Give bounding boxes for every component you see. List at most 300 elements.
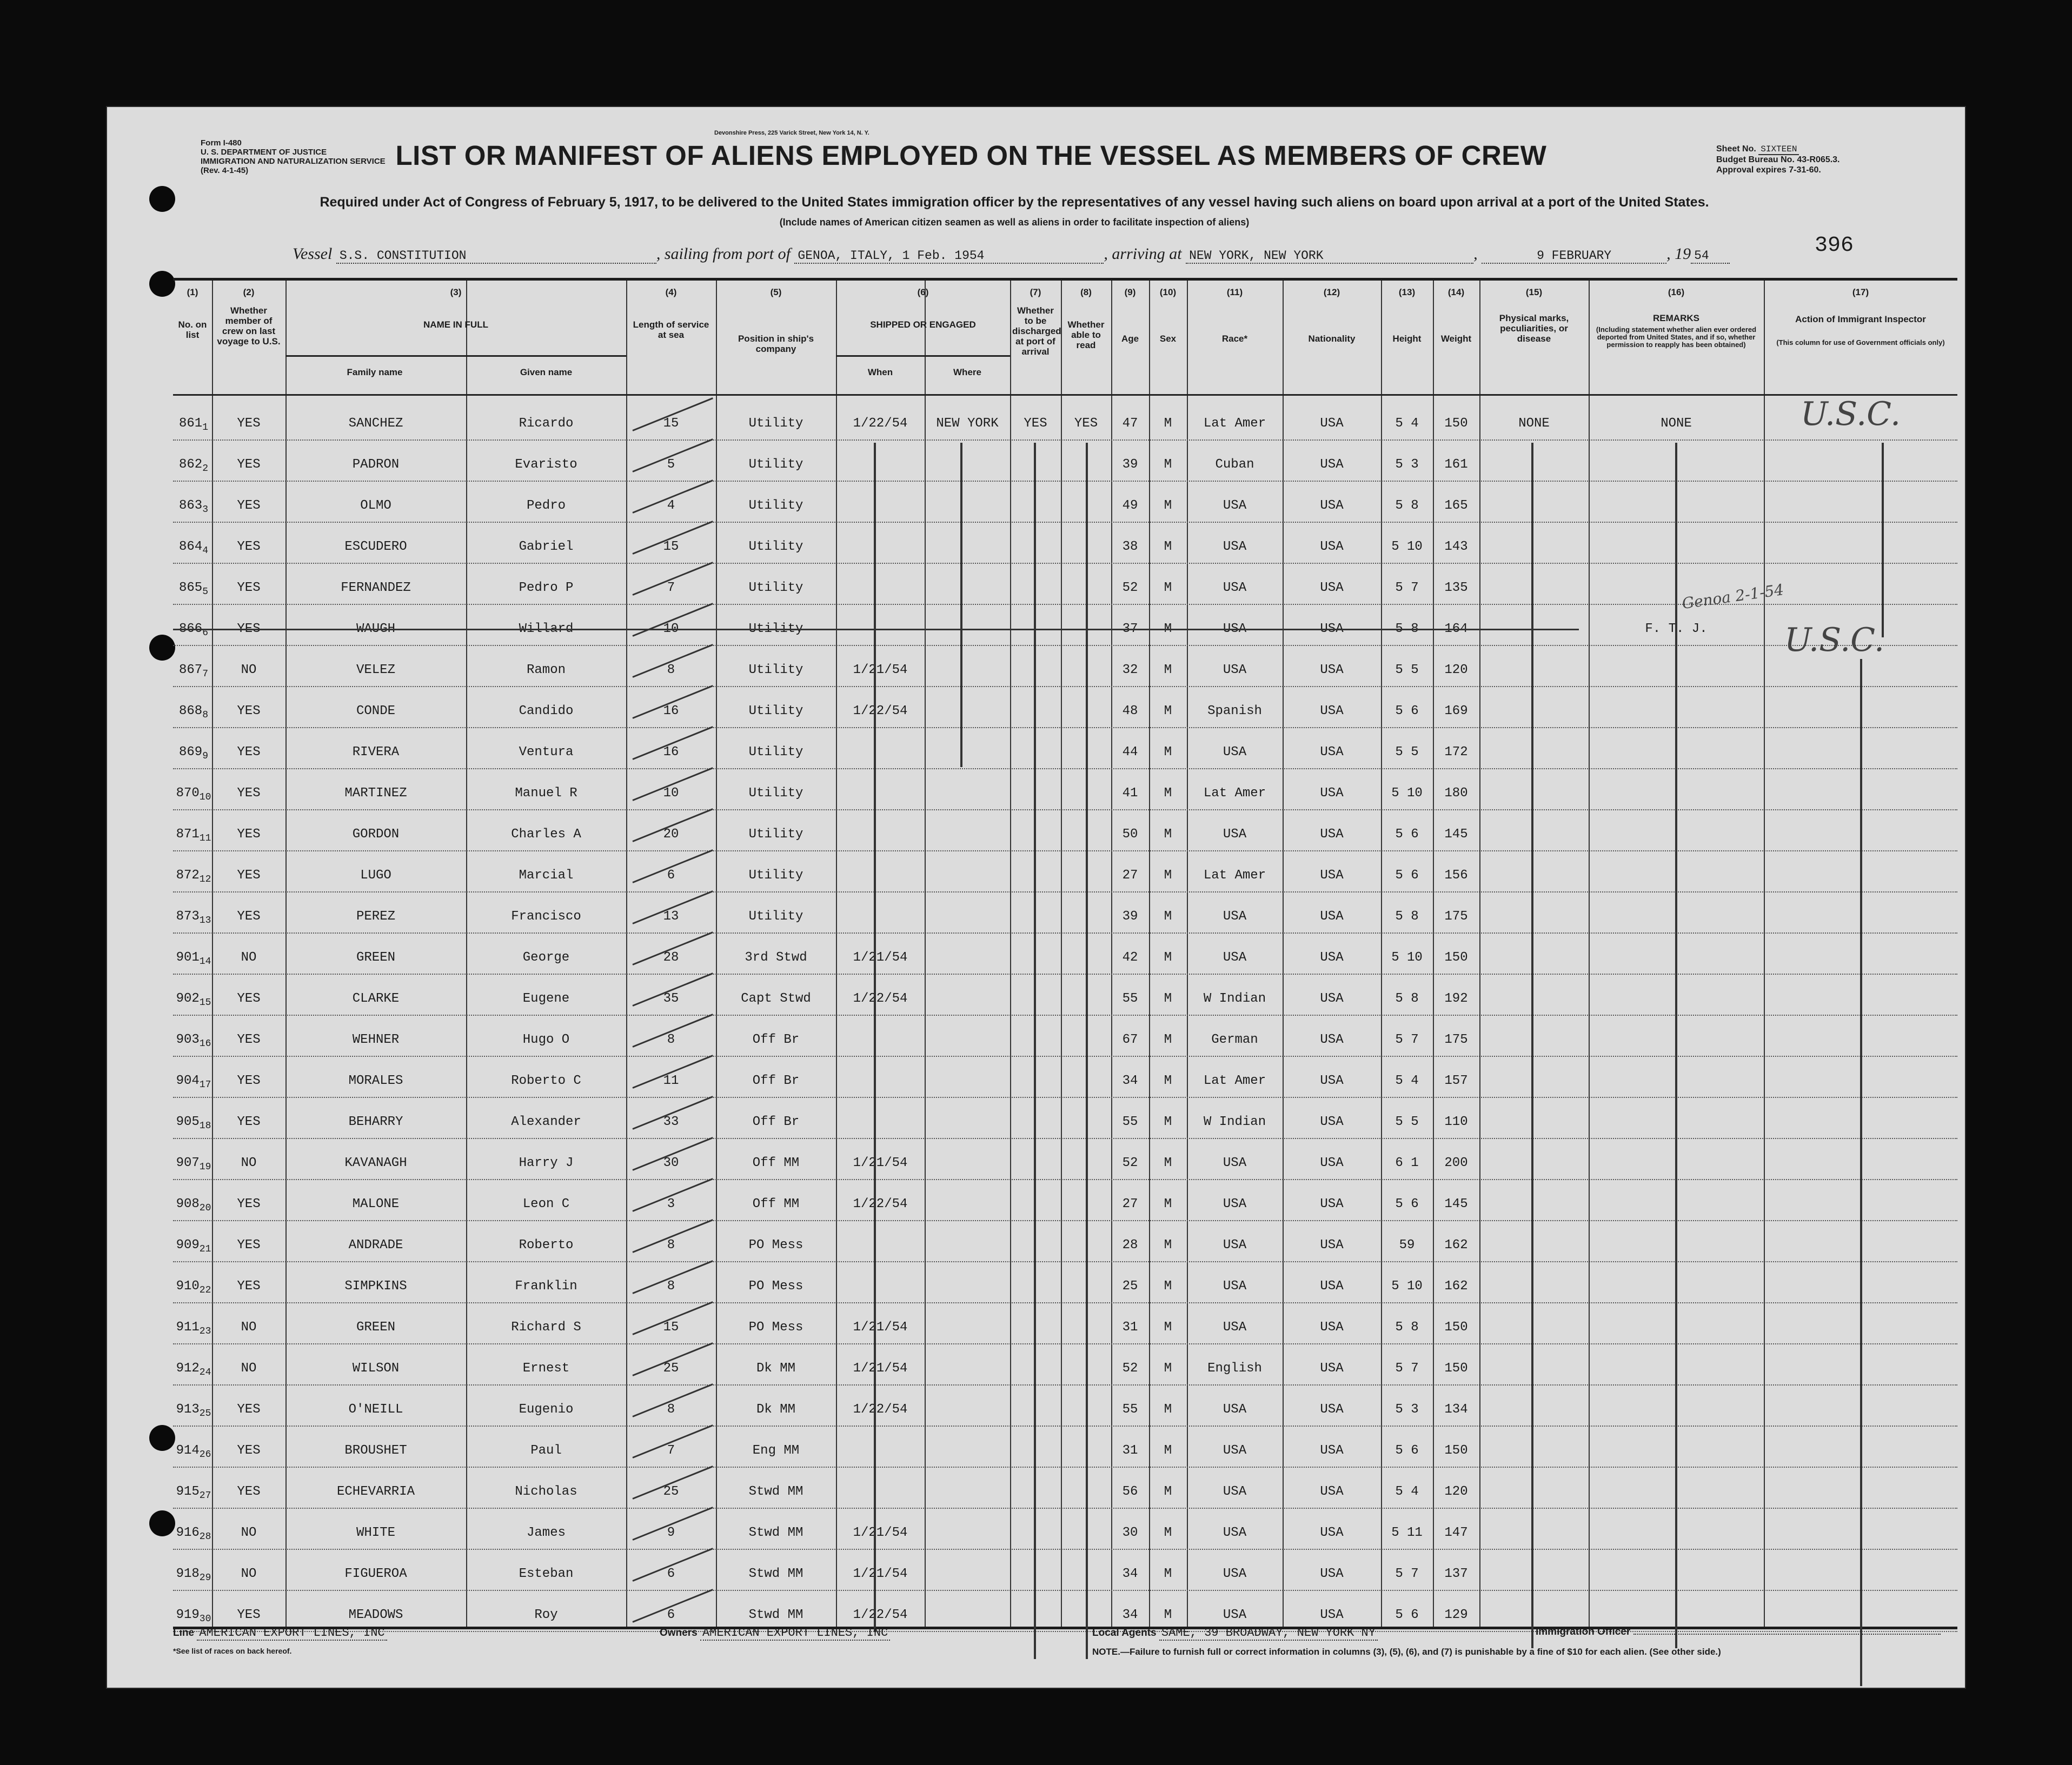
cell-height: 5 8 (1395, 622, 1419, 636)
list-number: 916 (176, 1526, 200, 1540)
col-head-marks: Physical marks, peculiarities, or disease (1499, 313, 1569, 344)
cell-service: 33 (663, 1115, 679, 1129)
cell-read: YES (1074, 416, 1098, 431)
cell-age: 52 (1122, 581, 1138, 595)
col-head-position: Position in ship's company (738, 334, 814, 354)
punch-hole (149, 1510, 175, 1536)
line-number: 27 (199, 1490, 211, 1501)
cell-sex: M (1164, 868, 1172, 883)
row-number (175, 786, 212, 803)
cell-sex: M (1164, 745, 1172, 760)
cell-weight: 150 (1444, 1361, 1468, 1376)
col-head-read: Whether able to read (1067, 319, 1105, 350)
table-row (173, 1056, 1957, 1098)
col-head-action: Action of Immigrant Inspector (1795, 314, 1926, 324)
cell-height: 5 5 (1395, 745, 1419, 760)
cell-prior: YES (237, 1238, 261, 1253)
cell-position: Stwd MM (748, 1484, 803, 1499)
list-number: 908 (176, 1197, 200, 1211)
service: IMMIGRATION AND NATURALIZATION SERVICE (201, 157, 386, 166)
cell-weight: 150 (1444, 416, 1468, 431)
cell-race: Lat Amer (1203, 1074, 1266, 1088)
cell-nat: USA (1320, 663, 1344, 677)
cell-family: MEADOWS (348, 1608, 403, 1622)
cell-nat: USA (1320, 1156, 1344, 1170)
col-head-name: NAME IN FULL (423, 319, 488, 330)
cell-race: USA (1223, 950, 1247, 965)
row-number (175, 1443, 212, 1460)
punch-hole (149, 1425, 175, 1451)
cell-sex: M (1164, 457, 1172, 472)
row-number (175, 1033, 212, 1049)
cell-race: USA (1223, 1526, 1247, 1540)
cell-position: PO Mess (748, 1320, 803, 1335)
cell-weight: 150 (1444, 1443, 1468, 1458)
cell-prior: YES (237, 1279, 261, 1294)
cell-height: 5 10 (1391, 950, 1423, 965)
cell-given: Esteban (519, 1567, 574, 1581)
list-number: 868 (178, 704, 203, 718)
cell-age: 27 (1122, 1197, 1138, 1211)
row-number (175, 1526, 212, 1542)
cell-position: Stwd MM (748, 1526, 803, 1540)
cell-prior: YES (237, 457, 261, 472)
table-row (173, 1384, 1957, 1427)
cell-position: Capt Stwd (741, 991, 811, 1006)
line-number: 11 (199, 833, 211, 844)
cell-given: Franklin (515, 1279, 577, 1294)
cell-position: Utility (748, 786, 803, 801)
list-number: 907 (176, 1156, 200, 1170)
line-number: 3 (202, 504, 209, 515)
form-number: Form I-480 (201, 138, 242, 148)
cell-race: USA (1223, 1156, 1247, 1170)
cell-position: Off MM (752, 1197, 800, 1211)
cell-weight: 110 (1444, 1115, 1468, 1129)
cell-height: 59 (1399, 1238, 1415, 1253)
list-number: 901 (176, 950, 200, 965)
cell-prior: YES (237, 1484, 261, 1499)
cell-sex: M (1164, 1567, 1172, 1581)
col-head-where: Where (953, 367, 981, 377)
cell-given: Roberto C (511, 1074, 581, 1088)
cell-weight: 129 (1444, 1608, 1468, 1622)
table-row (173, 645, 1957, 687)
arrival-date: 9 FEBRUARY (1482, 249, 1666, 264)
cell-height: 5 10 (1391, 1279, 1423, 1294)
cell-prior: YES (237, 1443, 261, 1458)
cell-position: Utility (748, 663, 803, 677)
crew-table (173, 278, 1957, 1629)
col-num-7: (7) (1030, 287, 1041, 297)
cell-position: Eng MM (752, 1443, 800, 1458)
cell-sex: M (1164, 1197, 1172, 1211)
table-row (173, 522, 1957, 564)
ditto-line (1034, 443, 1036, 1659)
cell-nat: USA (1320, 1074, 1344, 1088)
ditto-line (1086, 443, 1088, 1659)
line-number: 5 (202, 587, 209, 597)
cell-height: 5 7 (1395, 1361, 1419, 1376)
list-number: 872 (176, 868, 200, 883)
cell-race: USA (1223, 827, 1247, 842)
cell-weight: 175 (1444, 909, 1468, 924)
year-value: 54 (1691, 249, 1730, 264)
line-label: Line (173, 1627, 195, 1639)
cell-nat: USA (1320, 950, 1344, 965)
cell-age: 50 (1122, 827, 1138, 842)
cell-service: 7 (667, 581, 675, 595)
cell-prior: NO (241, 1320, 257, 1335)
table-row (173, 809, 1957, 851)
cell-family: GREEN (356, 950, 395, 965)
list-number: 914 (176, 1443, 200, 1458)
cell-when: 1/22/54 (853, 1402, 908, 1417)
cell-nat: USA (1320, 498, 1344, 513)
cell-given: Richard S (511, 1320, 581, 1335)
officer-signature (1633, 1634, 1941, 1635)
table-row (173, 1261, 1957, 1303)
line-number: 6 (202, 628, 209, 638)
col-head-sex: Sex (1159, 334, 1177, 344)
cell-prior: NO (241, 1567, 257, 1581)
cell-family: O'NEILL (348, 1402, 403, 1417)
cell-weight: 135 (1444, 581, 1468, 595)
cell-age: 52 (1122, 1156, 1138, 1170)
cell-family: WEHNER (352, 1033, 400, 1047)
cell-remarks: NONE (1661, 416, 1692, 431)
cell-weight: 145 (1444, 827, 1468, 842)
cell-service: 35 (663, 991, 679, 1006)
cell-prior: YES (237, 581, 261, 595)
cell-weight: 150 (1444, 950, 1468, 965)
col-num-14: (14) (1447, 287, 1465, 297)
cell-family: MARTINEZ (344, 786, 407, 801)
cell-nat: USA (1320, 1361, 1344, 1376)
list-number: 913 (176, 1402, 200, 1417)
list-number: 910 (176, 1279, 200, 1294)
department: U. S. DEPARTMENT OF JUSTICE (201, 148, 327, 157)
cell-height: 5 3 (1395, 1402, 1419, 1417)
line-number: 16 (199, 1038, 211, 1049)
line-number: 18 (199, 1121, 211, 1131)
cell-nat: USA (1320, 1526, 1344, 1540)
cell-weight: 137 (1444, 1567, 1468, 1581)
cell-height: 5 6 (1395, 1197, 1419, 1211)
cell-position: Utility (748, 457, 803, 472)
cell-family: ANDRADE (348, 1238, 403, 1253)
cell-race: USA (1223, 1608, 1247, 1622)
cell-given: George (522, 950, 570, 965)
cell-sex: M (1164, 622, 1172, 636)
cell-nat: USA (1320, 1197, 1344, 1211)
cell-prior: YES (237, 622, 261, 636)
cell-service: 20 (663, 827, 679, 842)
cell-age: 27 (1122, 868, 1138, 883)
penalty-note: NOTE.—Failure to furnish full or correct information in columns (3), (5), (6), and (7) is punishable by a fine of $10 for each alien. (See other side.) (1092, 1647, 1721, 1657)
cell-age: 55 (1122, 991, 1138, 1006)
cell-age: 55 (1122, 1115, 1138, 1129)
cell-age: 56 (1122, 1484, 1138, 1499)
cell-prior: YES (237, 498, 261, 513)
cell-position: Off Br (752, 1033, 800, 1047)
table-row (173, 1426, 1957, 1468)
ditto-line (1860, 659, 1862, 1686)
line-number: 2 (202, 463, 209, 474)
cell-race: USA (1223, 1197, 1247, 1211)
row-number (175, 1156, 212, 1173)
officer-label: Immigration Officer (1536, 1626, 1631, 1637)
row-number (175, 950, 212, 967)
col-head-shipped: SHIPPED OR ENGAGED (870, 319, 976, 330)
row-number (175, 1115, 212, 1131)
cell-weight: 180 (1444, 786, 1468, 801)
cell-weight: 150 (1444, 1320, 1468, 1335)
cell-family: SANCHEZ (348, 416, 403, 431)
cell-position: PO Mess (748, 1238, 803, 1253)
row-number (175, 745, 212, 762)
cell-family: MORALES (348, 1074, 403, 1088)
col-num-16: (16) (1668, 287, 1685, 297)
table-row (173, 398, 1957, 441)
cell-position: Dk MM (756, 1361, 795, 1376)
line-number: 13 (199, 915, 211, 926)
cell-age: 42 (1122, 950, 1138, 965)
vessel-label: Vessel (293, 245, 333, 263)
cell-prior: YES (237, 909, 261, 924)
cell-given: Hugo O (522, 1033, 570, 1047)
row-number (175, 581, 212, 597)
col-head-given: Given name (520, 367, 573, 377)
col-head-remarks-sub: (Including statement whether alien ever ordered deported from United States, and if so, whether permission to reapply has been obtained) (1596, 325, 1757, 349)
punch-hole (149, 271, 175, 297)
cell-sex: M (1164, 909, 1172, 924)
cell-sex: M (1164, 786, 1172, 801)
col-num-13: (13) (1398, 287, 1416, 297)
cell-when: 1/21/54 (853, 663, 908, 677)
ditto-line (874, 443, 876, 1632)
ditto-line (1882, 443, 1884, 637)
col-head-service: Length of service at sea (633, 319, 709, 340)
cell-service: 6 (667, 1608, 675, 1622)
cell-nat: USA (1320, 1443, 1344, 1458)
document-title: LIST OR MANIFEST OF ALIENS EMPLOYED ON THE VESSEL AS MEMBERS OF CREW (395, 140, 1547, 171)
cell-race: German (1211, 1033, 1258, 1047)
line-number: 29 (199, 1573, 211, 1583)
cell-sex: M (1164, 704, 1172, 718)
cell-race: USA (1223, 1238, 1247, 1253)
cell-marks: NONE (1518, 416, 1550, 431)
owners-label: Owners (660, 1627, 698, 1639)
cell-age: 30 (1122, 1526, 1138, 1540)
cell-position: Stwd MM (748, 1608, 803, 1622)
cell-race: USA (1223, 622, 1247, 636)
budget-bureau: Budget Bureau No. 43-R065.3. (1716, 155, 1840, 164)
cell-family: CLARKE (352, 991, 400, 1006)
cell-age: 28 (1122, 1238, 1138, 1253)
list-number: 909 (176, 1238, 200, 1253)
cell-age: 34 (1122, 1567, 1138, 1581)
cell-height: 5 6 (1395, 704, 1419, 718)
cell-age: 49 (1122, 498, 1138, 513)
col-num-6: (6) (917, 287, 929, 297)
cell-family: WAUGH (356, 622, 395, 636)
cell-prior: YES (237, 1402, 261, 1417)
cell-when: 1/22/54 (853, 991, 908, 1006)
row-number (175, 540, 212, 556)
cell-given: Roy (534, 1608, 558, 1622)
cell-height: 5 8 (1395, 909, 1419, 924)
cell-service: 4 (667, 498, 675, 513)
cell-weight: 120 (1444, 1484, 1468, 1499)
cell-nat: USA (1320, 540, 1344, 554)
cell-nat: USA (1320, 745, 1344, 760)
cell-position: Dk MM (756, 1402, 795, 1417)
ditto-line (1531, 443, 1533, 1648)
vessel-name: S.S. CONSTITUTION (336, 249, 656, 264)
line-number: 21 (199, 1244, 211, 1255)
cell-nat: USA (1320, 909, 1344, 924)
cell-nat: USA (1320, 581, 1344, 595)
col-head-no: No. on list (178, 319, 207, 340)
cell-age: 38 (1122, 540, 1138, 554)
year-label: 19 (1675, 245, 1691, 263)
col-head-weight: Weight (1440, 334, 1472, 344)
line-number: 24 (199, 1367, 211, 1378)
cell-position: Off Br (752, 1074, 800, 1088)
cell-given: Willard (519, 622, 574, 636)
cell-prior: NO (241, 1156, 257, 1170)
line-number: 23 (199, 1326, 211, 1337)
cell-position: Utility (748, 704, 803, 718)
cell-when: 1/21/54 (853, 1156, 908, 1170)
cell-height: 5 4 (1395, 416, 1419, 431)
cell-family: WHITE (356, 1526, 395, 1540)
cell-nat: USA (1320, 1402, 1344, 1417)
sheet-number-block (1716, 144, 1840, 175)
cell-height: 5 7 (1395, 1567, 1419, 1581)
cell-weight: 164 (1444, 622, 1468, 636)
cell-when: 1/22/54 (853, 1608, 908, 1622)
cell-given: Pedro P (519, 581, 574, 595)
cell-position: PO Mess (748, 1279, 803, 1294)
cell-given: Ricardo (519, 416, 574, 431)
cell-weight: 147 (1444, 1526, 1468, 1540)
cell-given: Leon C (522, 1197, 570, 1211)
cell-position: Utility (748, 540, 803, 554)
cell-position: Utility (748, 622, 803, 636)
cell-weight: 134 (1444, 1402, 1468, 1417)
cell-prior: YES (237, 1197, 261, 1211)
line-number: 14 (199, 956, 211, 967)
list-number: 867 (178, 663, 203, 677)
col-num-3: (3) (450, 287, 462, 297)
col-num-15: (15) (1525, 287, 1543, 297)
col-head-action-sub: (This column for use of Government officials only) (1776, 338, 1945, 347)
cell-service: 13 (663, 909, 679, 924)
cell-nat: USA (1320, 1567, 1344, 1581)
cell-remarks: F. T. J. (1645, 622, 1708, 636)
cell-given: Charles A (511, 827, 581, 842)
list-number: 866 (178, 622, 203, 636)
approval-expiry: Approval expires 7-31-60. (1716, 165, 1821, 175)
cell-prior: YES (237, 786, 261, 801)
cell-nat: USA (1320, 1484, 1344, 1499)
cell-race: USA (1223, 745, 1247, 760)
list-number: 873 (176, 909, 200, 924)
cell-service: 16 (663, 704, 679, 718)
cell-position: Off MM (752, 1156, 800, 1170)
cell-height: 5 4 (1395, 1074, 1419, 1088)
table-row (173, 1549, 1957, 1591)
cell-service: 15 (663, 540, 679, 554)
col-head-prior: Whether member of crew on last voyage to U.S. (217, 305, 281, 347)
cell-age: 67 (1122, 1033, 1138, 1047)
cell-family: FIGUEROA (344, 1567, 407, 1581)
agents-value: SAME, 39 BROADWAY, NEW YORK NY (1159, 1626, 1378, 1641)
cell-weight: 157 (1444, 1074, 1468, 1088)
row-number (175, 1361, 212, 1378)
list-number: 915 (176, 1484, 200, 1499)
cell-nat: USA (1320, 416, 1344, 431)
cell-given: Pedro (526, 498, 566, 513)
list-number: 904 (176, 1074, 200, 1088)
sheet-value: SIXTEEN (1758, 144, 1799, 155)
cell-family: BEHARRY (348, 1115, 403, 1129)
list-number: 902 (176, 991, 200, 1006)
cell-height: 5 8 (1395, 991, 1419, 1006)
genoa-note: Genoa 2-1-54 (1681, 580, 1785, 613)
cell-race: USA (1223, 909, 1247, 924)
cell-family: ECHEVARRIA (336, 1484, 415, 1499)
line-number: 26 (199, 1449, 211, 1460)
cell-sex: M (1164, 1033, 1172, 1047)
cell-sex: M (1164, 1320, 1172, 1335)
cell-prior: YES (237, 868, 261, 883)
cell-weight: 145 (1444, 1197, 1468, 1211)
cell-family: RIVERA (352, 745, 400, 760)
cell-age: 47 (1122, 416, 1138, 431)
cell-service: 8 (667, 1402, 675, 1417)
list-number: 912 (176, 1361, 200, 1376)
cell-weight: 162 (1444, 1238, 1468, 1253)
cell-given: Ernest (522, 1361, 570, 1376)
cell-prior: NO (241, 1526, 257, 1540)
cell-sex: M (1164, 416, 1172, 431)
table-row (173, 1508, 1957, 1550)
cell-when: 1/21/54 (853, 950, 908, 965)
list-number: 919 (176, 1608, 200, 1622)
col-num-8: (8) (1080, 287, 1092, 297)
cell-nat: USA (1320, 868, 1344, 883)
line-number: 30 (199, 1614, 211, 1624)
cell-height: 5 6 (1395, 1443, 1419, 1458)
cell-race: USA (1223, 498, 1247, 513)
cell-height: 5 6 (1395, 1608, 1419, 1622)
row-number (175, 868, 212, 885)
cell-given: Francisco (511, 909, 581, 924)
cell-height: 5 10 (1391, 786, 1423, 801)
cell-family: MALONE (352, 1197, 400, 1211)
ditto-line (1675, 443, 1677, 1648)
cell-given: James (526, 1526, 566, 1540)
cell-prior: NO (241, 950, 257, 965)
list-number: 918 (176, 1567, 200, 1581)
strikethrough-line (173, 629, 1579, 630)
sheet-label: Sheet No. (1716, 144, 1756, 154)
cell-prior: YES (237, 1115, 261, 1129)
cell-race: Lat Amer (1203, 868, 1266, 883)
